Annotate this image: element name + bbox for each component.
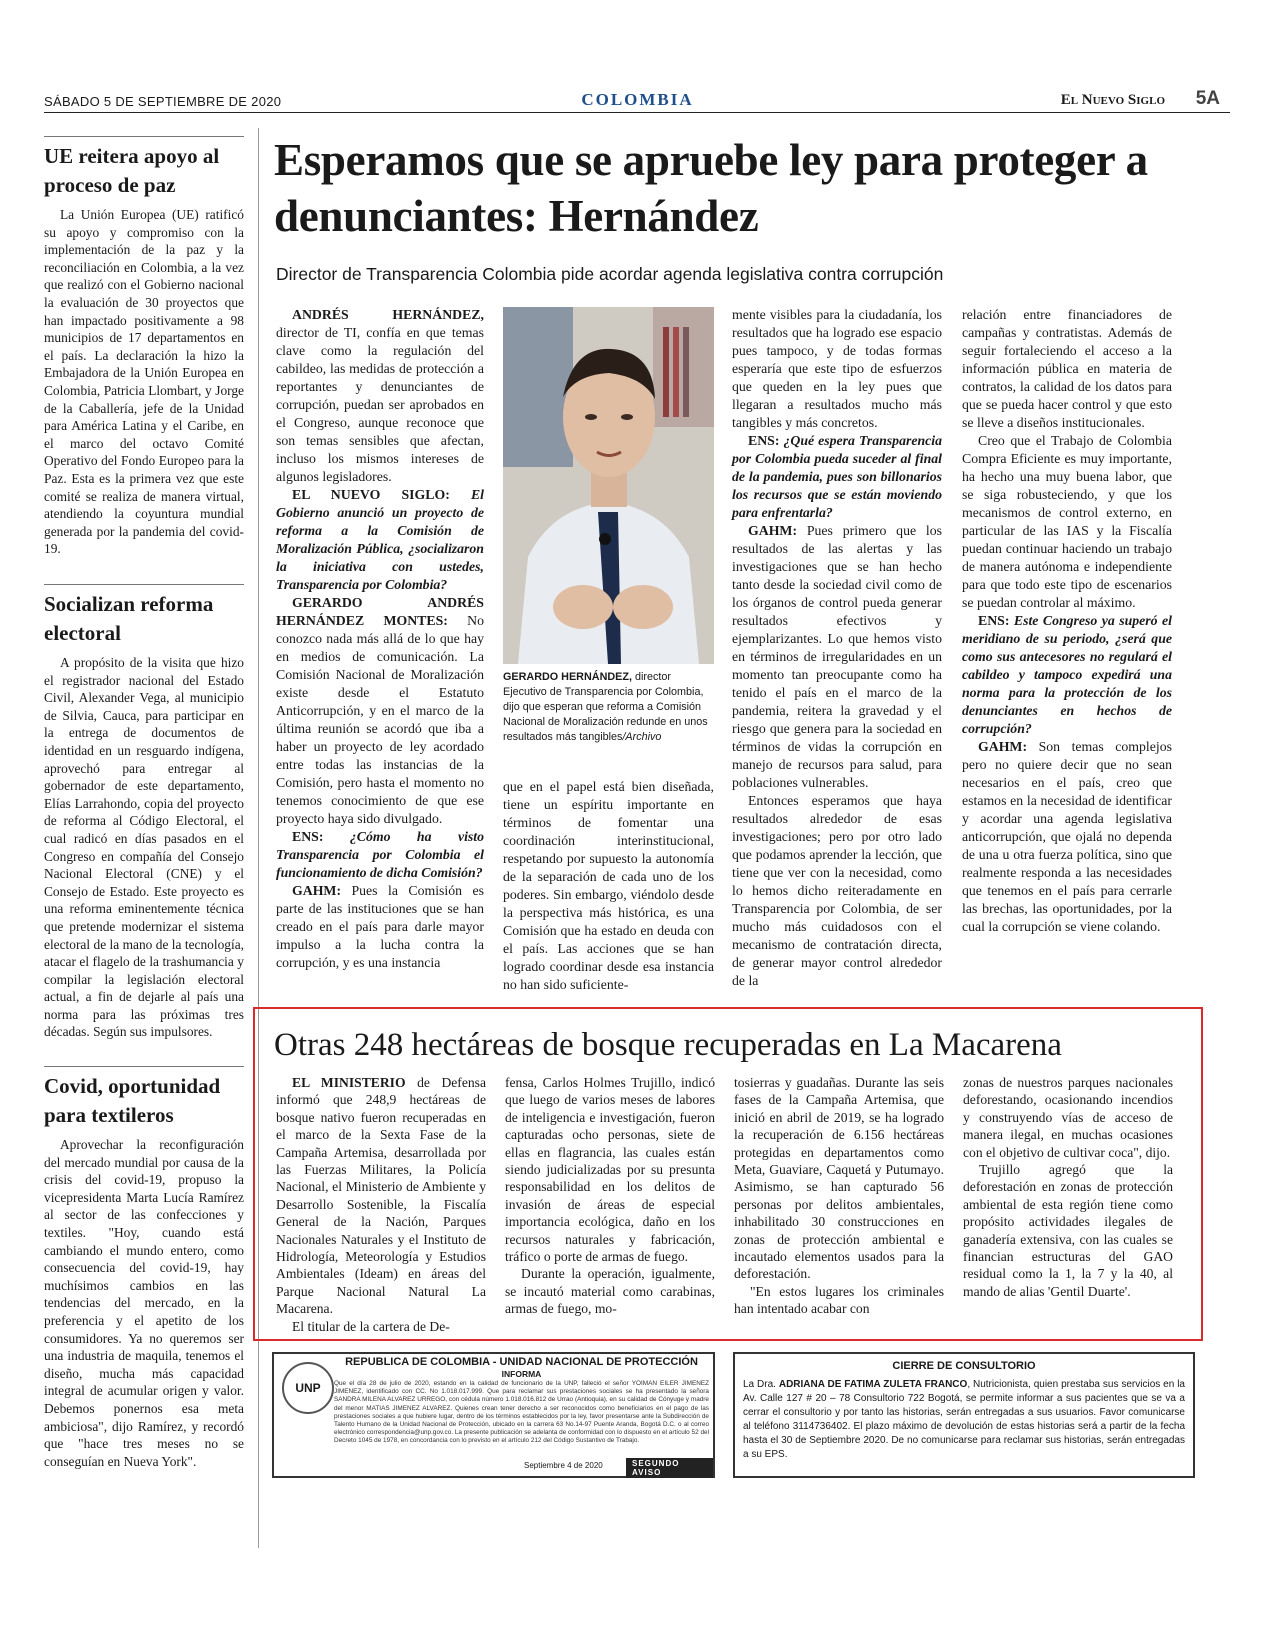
byline-lead: ANDRÉS HERNÁNDEZ, [292,307,484,322]
unp-logo-icon: UNP [282,1362,334,1414]
sidebar-rule [44,1066,244,1067]
box-column-3: tosierras y guadañas. Durante las seis fases de la Campaña Artemisa, que inició en abril de 2019, se ha logrado la recuperación de 6.156 hectáreas protegidas en departamentos como Meta, Guaviare, Caquetá y Putumayo. Asimismo, se han capturado 56 personas por delitos ambientales, inhabilitado 30 construcciones en zonas de protección ambiental e incautado elementos usados para la deforestación. "En estos lugares los criminales han intentado acabar con [734,1075,944,1317]
photo-caption: GERARDO HERNÁNDEZ, director Ejecutivo de Transparencia por Colombia, dijo que esperan que reforma a Comisión Nacional de Moralización redunde en unos resultados más tangibles/Archivo [503,671,708,743]
ad-body: Que el día 28 de julio de 2020, estando en la calidad de funcionario de la UNP, falleció el señor YOIMAN EILER JIMENEZ JIMENEZ, identificado con CC. No 1.018.017.999. Que para reclamar sus prestaciones sociales se ha presentado la señora SANDRA MILENA ALVAREZ URREGO, con cédula número 1.018.016.812 de Urrao (Antioquia), en su calidad de Cónyuge y madre del menor MATIAS JIMENEZ ALVAREZ. Quienes crean tener derecho a ser reconocidos como beneficiarios en el pago de las prestaciones sociales a que hubiere lugar, dentro de los términos establecidos por la ley, favor presentarse ante la Subdirección de Talento Humano de la Unidad Nacional de Protección, ubicado en la carrera 63 No.14-97 Puente Aranda, Bogotá D.C. o al correo electrónico correspondencia@unp.gov.co. La presente publicación se adelanta de conformidad con lo dispuesto en el artículo 52 del Decreto 1045 de 1978, en concordancia con lo previsto en el artículo 212 del Código Sustantivo de Trabajo. [334,1380,709,1445]
masthead-rule [44,112,1230,113]
article-column-1: ANDRÉS HERNÁNDEZ, director de TI, confía en que temas clave como la regulación del cabildeo, las medidas de protección a reportantes y denunciantes de corrupción, puedan ser aprobados en el Congreso, aunque reconoce que son temas sensibles que afectan, incluso los mismos intereses de algunos legisladores. EL NUEVO SIGLO: El Gobierno anunció un proyecto de reforma a la Comisión de Moralización Pública, ¿socializaron la iniciativa con ustedes, Transparencia por Colombia? GERARDO ANDRÉS HERNÁNDEZ MONTES: No conozco nada más allá de lo que hay en medios de comunicación. La Comisión Nacional de Moralización existe desde el Estatuto Anticorrupción, y en el marco de la última reunión se acordó que iba a haber un proyecto de ley acordado entre todas las instancias de la Comisión, pero hasta el momento no tenemos conocimiento de que ese proyecto haya sido divulgado. ENS: ¿Cómo ha visto Transparencia por Colombia el funcionamiento de dicha Comisión? GAHM: Pues la Comisión es parte de las instituciones que se han creado en el país para darle mayor impulso a la lucha contra la corrupción, y es una instancia [276,307,484,970]
sidebar-body: A propósito de la visita que hizo el registrador nacional del Estado Civil, Alexander Vega, al municipio de Silvia, Cauca, para participar en la entrega de documentos de identidad en un resguardo indígena, aprovechó para entregar al gobernador de este departamento, Elías Larrahondo, copia del proyecto de reforma al Código Electoral, el cual radicó en días pasados en el Congreso en compañía del Consejo Nacional Electoral (CNE) y el Consejo de Estado. Este proyecto es una reforma eminentemente técnica que pretende modernizar el sistema electoral de la mano de la tecnología, atacar el flagelo de la trashumancia y compilar la legislación electoral actual, a fin de dejarle al país una norma para las próximas tres décadas. Según sus impulsores. [44,655,244,1040]
sidebar-body: Aprovechar la reconfiguración del mercado mundial por causa de la crisis del covid-19, propuso la vicepresidenta Marta Lucía Ramírez al sector de las confecciones y textiles. "Hoy, cuando está cambiando el mundo entero, como consecuencia del covid-19, hay muchísimos cambios en las tendencias del mercado, en la preferencia y el apetito de los consumidores. Ya no queremos ser una industria de maquila, tenemos el diseño, mucha más capacidad integral de acumular origen y valor. Debemos ponernos esa meta ambiciosa", dijo Ramírez, y recordó que "hace tres meses no se conseguían en Nueva York". [44,1137,244,1469]
ad-title: REPUBLICA DE COLOMBIA - UNIDAD NACIONAL DE PROTECCIÓN [345,1356,698,1368]
ad-title: CIERRE DE CONSULTORIO [892,1360,1036,1372]
clinic-closure-ad [733,1352,1195,1478]
sidebar-story-electoral [44,590,244,1041]
box-column-2: fensa, Carlos Holmes Trujillo, indicó que luego de varios meses de labores de inteligencia e investigación, fueron capturadas ocho personas, siete de ellas en flagrancia, las cuales están siendo judicializadas por su presunta responsabilidad en los delitos de invasión de áreas de especial importancia ecológica, daño en los recursos naturales y fabricación, tráfico o porte de armas de fuego. Durante la operación, igualmente, se incautó material como carabinas, armas de fuego, mo- [505,1075,715,1317]
ad-body: La Dra. ADRIANA DE FATIMA ZULETA FRANCO, Nutricionista, quien prestaba sus servicios en la Av. Calle 127 # 20 – 78 Consultorio 722 Bogotá, se permite informar a sus pacientes que se va a cerrar el consultorio y por tanto las historias, serán entregadas a sus usuarios. Favor comunicarse al teléfono 3114736402. El plazo máximo de devolución de estas historias será a partir de la fecha hasta el 30 de Septiembre 2020. De no comunicarse para reclamar sus historias, serán entregadas a su EPS. [743,1379,1185,1460]
sidebar-body: La Unión Europea (UE) ratificó su apoyo y compromiso con la implementación de la paz y la reconciliación en Colombia, a la vez que realizó con el Gobierno nacional la evaluación de 30 proyectos que han impactado positivamente a 98 municipios de 17 departamentos en el país. La declaración la hizo la Embajadora de la Unión Europea en Colombia, Patricia Llombart, y Jorge de la Caballería, jefe de la Unidad para América Latina y el Caribe, en el marco del octavo Comité Operativo del Fondo Europeo para la Paz. Esta es la primera vez que este comité se realiza de manera virtual, atendiendo la coyuntura mundial generada por la pandemia del covid-19. [44,207,244,557]
unp-notice-ad [272,1352,715,1478]
page-date: SÁBADO 5 DE SEPTIEMBRE DE 2020 [44,94,282,109]
main-headline: Esperamos que se apruebe ley para proteger a denunciantes: Hernández [274,135,1148,241]
article-column-2: que en el papel está bien diseñada, tiene un espíritu importante en términos de fomentar una coordinación interinstitucional, respetando por supuesto la autonomía de la separación de cada uno de los poderes. Sin embargo, viéndolo desde la perspectiva más histórica, es una Comisión que ha estado en deuda con el país. Las acciones que se han logrado coordinar desde esa instancia no han sido suficiente- [503,779,714,992]
portrait-photo [503,307,714,664]
sidebar-story-eu [44,142,244,558]
ad-date: Septiembre 4 de 2020 [524,1461,603,1470]
article-column-4: relación entre financiadores de campañas y contratistas. Además de seguir fortaleciendo el acceso a la información pública en materia de contratos, la calidad de los datos para que se pueda hacer control y que esto se lleve a diseños institucionales. Creo que el Trabajo de Colombia Compra Eficiente es muy importante, ha hecho una muy buena labor, que se siga robusteciendo, y que los mecanismos de control externo, en particular de las IAS y la Fiscalía puedan continuar haciendo un trabajo de manera autónoma e independiente para que todo este tipo de escenarios se puedan controlar al máximo. ENS: Este Congreso ya superó el meridiano de su periodo, ¿será que como sus antecesores no regulará el cabildeo y tampoco expedirá una norma para la protección de los denunciantes en hechos de corrupción? GAHM: Son temas complejos pero no quiere decir que no sean necesarios en el país, creo que estamos en la necesidad de identificar y acordar una agenda legislativa anticorrupción, que ojalá no dependa de una u otra fuerza política, sino que realmente responda a las necesidades que tenemos en el país para cerrarle las brechas, las oportunidades, por la cual la corrupción se viene colando. [962,307,1172,934]
ad-notice-badge: SEGUNDO AVISO [626,1458,713,1478]
photo-credit: /Archivo [622,731,662,743]
page-number: 5A [1195,88,1220,109]
sidebar-headline: Covid, oportunidad para textileros [44,1074,221,1127]
sidebar-headline: Socializan reforma electoral [44,592,214,645]
sidebar-rule [44,136,244,137]
section-name: COLOMBIA [581,90,694,109]
article-column-3: mente visibles para la ciudadanía, los resultados que ha logrado ese espacio pues tampoco, y de todas formas esperaría que este tipo de esfuerzos que queden en la ley pues que llegaran a resultados mucho más tangibles y más concretos. ENS: ¿Qué espera Transparencia por Colombia pueda suceder al final de la pandemia, pues son billonarios los recursos que se están moviendo para enfrentarla? GAHM: Pues primero que los resultados de las alertas y las investigaciones que se han hecho tanto desde la sociedad civil como de los órganos de control pueda generar resultados efectivos y ejemplarizantes. Lo que hemos visto en términos de irregularidades en un momento tan preocupante como ha tenido el país en el marco de la pandemia, reitera la gravedad y el riesgo que genera para la sociedad en términos de vidas la corrupción en manejo de recursos para salud, para poblaciones vulnerables. Entonces esperamos que haya resultados alrededor de esas investigaciones; pero por otro lado que podamos aprender la lección, que tiene que ver con la necesidad, como lo hemos dicho reiteradamente en Transparencia por Colombia, de ser mucho más cuidadosos con el mecanismo de contratación directa, de generar mayor control alrededor de la [732,307,942,988]
newspaper-name: El Nuevo Siglo [1060,92,1165,108]
box-column-4: zonas de nuestros parques nacionales deforestando, ocasionando incendios y construyendo vías de acceso de manera ilegal, en muchas ocasiones con el objetivo de cultivar coca", dijo. Trujillo agregó que la deforestación en zonas de protección ambiental de esta región tiene como propósito actividades ilegales de ganadería extensiva, con las cuales se financian estructuras del GAO residual como la 1, la 7 y la 40, al mando de alias 'Gentil Duarte'. [963,1075,1173,1299]
box-column-1: EL MINISTERIO de Defensa informó que 248,9 hectáreas de bosque nativo fueron recuperadas en el marco de la Sexta Fase de la Campaña Artemisa, desarrollada por las Fuerzas Militares, la Policía Nacional, el Ministerio de Ambiente y Desarrollo Sostenible, la Fiscalía General de la Nación, Parques Nacionales Naturales y el Instituto de Hidrología, Meteorología y Estudios Ambientales (Ideam) en áreas del Parque Nacional Natural La Macarena. El titular de la cartera de De- [276,1075,486,1334]
portrait-illustration [503,307,714,664]
main-deck: Director de Transparencia Colombia pide acordar agenda legislativa contra corrupción [276,264,944,284]
sidebar-story-textiles [44,1072,244,1470]
ad-subtitle: INFORMA [501,1369,542,1379]
sidebar-rule [44,584,244,585]
sidebar-headline: UE reitera apoyo al proceso de paz [44,144,220,197]
box-headline: Otras 248 hectáreas de bosque recuperadas en La Macarena [274,1027,1062,1063]
